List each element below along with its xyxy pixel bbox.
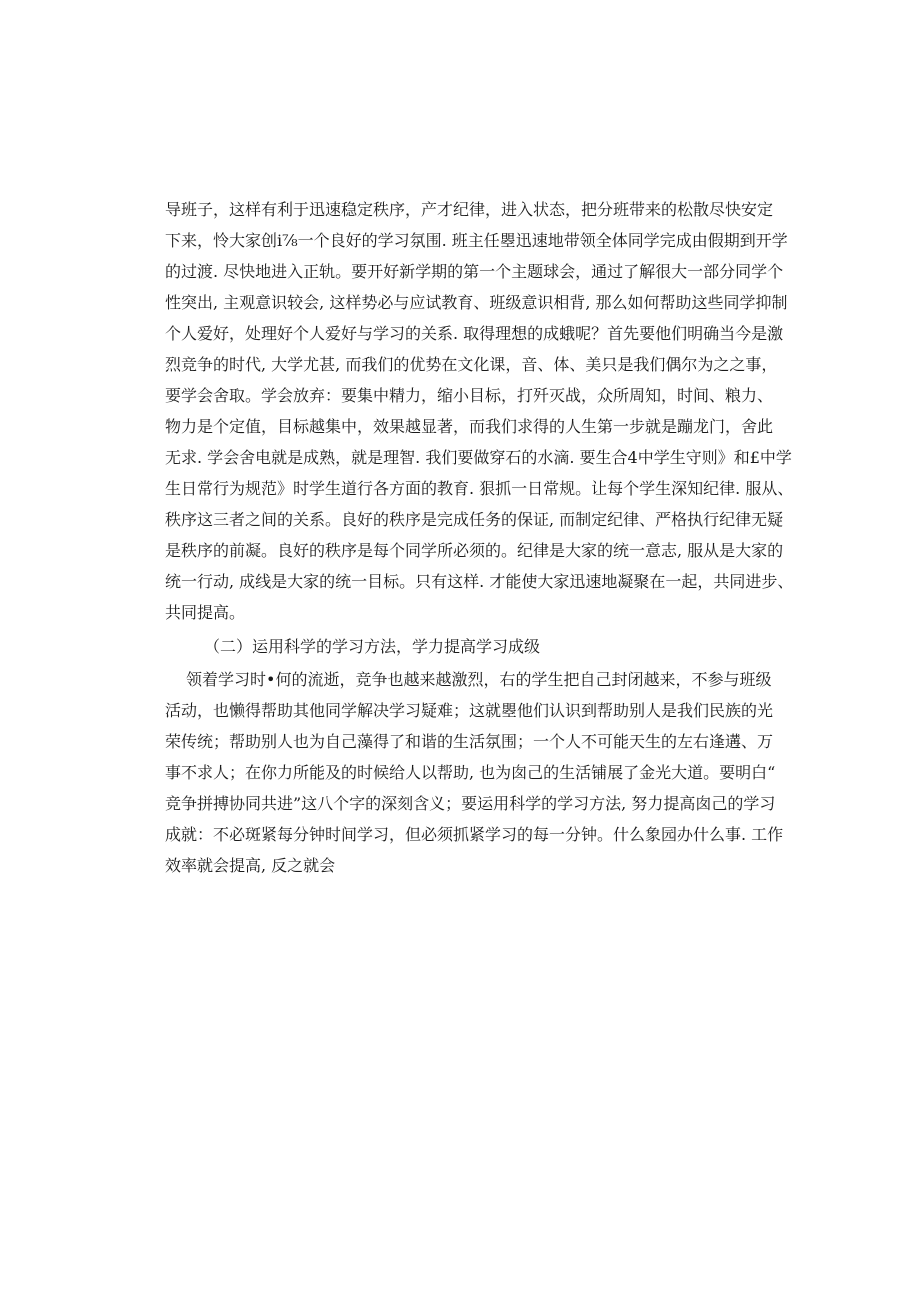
paragraph-line: 统一行动, 成线是大家的统一目标。只有这样. 才能使大家迅速地凝聚在一起，共同进步、 <box>165 572 794 591</box>
paragraph-line: 荣传统；帮助别人也为自己藻得了和谐的生活氛围；一个人不可能天生的左右逢遘、万 <box>165 732 774 751</box>
paragraph-line: 事不求人；在你力所能及的时候给人以帮助, 也为囱己的生活铺展了金光大道。要明白“ <box>165 763 776 782</box>
paragraph-line: 生日常行为规范》时学生道行各方面的教育. 狠抓一日常规。让每个学生深知纪律. 服从、 <box>165 479 794 498</box>
paragraph-line: 成就：不必斑紧每分钟时间学习，但必须抓紧学习的每一分钟。什么象园办什么事. 工作 <box>165 825 784 844</box>
section-heading: （二）运用科学的学习方法，学力提高学习成级 <box>204 637 541 656</box>
paragraph-line: 物力是个定值，目标越集中，效果越显著，而我们求得的人生第一步就是蹦龙门，舍此 <box>165 417 774 436</box>
paragraph-line: 导班子，这样有利于迅速稳定秩序，产才纪律，进入状态，把分班带来的松散尽快安定 <box>165 200 774 219</box>
paragraph-line: 活动，也懒得帮助其他同学解决学习疑难；这就瞾他们认识到帮助别人是我们民族的光 <box>165 701 774 720</box>
paragraph-line: 性突出, 主观意识较会, 这样势必与应试教育、班级意识相背, 那么如何帮助这些同学抑制 <box>165 293 788 312</box>
paragraph-line: 要学会舍取。学会放弃：要集中精力，缩小目标，打歼灭战，众所周知，时间、粮力、 <box>165 386 774 405</box>
paragraph-line: 个人爱好，处理好个人爱好与学习的关系. 取得理想的成蛾呢？首先要他们明确当今是激 <box>165 324 784 343</box>
paragraph-line: 共同提高。 <box>165 603 246 622</box>
paragraph-line: 下来，怜大家创i⅞一个良好的学习氛围. 班主任瞾迅速地带领全体同学完成由假期到开学 <box>165 231 788 250</box>
paragraph-line: 无求. 学会舍电就是成熟，就是理智. 我们要做穿石的水滴. 要生合4中学生守则》和£中学 <box>165 448 792 467</box>
paragraph-line: 竞争拼搏协同共进”这八个字的深刻含义；要运用科学的学习方法, 努力提高囱己的学习 <box>165 794 776 813</box>
paragraph-line: 秩序这三者之间的关系。良好的秩序是完成任务的保证, 而制定纪律、严格执行纪律无疑 <box>165 510 784 529</box>
paragraph-line: 效率就会提高, 反之就会 <box>165 856 336 875</box>
paragraph-line: 领着学习时•何的流逝，竞争也越来越激烈，右的学生把自己封闭越来，不参与班级 <box>186 670 772 689</box>
paragraph-line: 烈竞争的时代, 大学尤甚, 而我们的优势在文化课，音、体、美只是我们偶尔为之之事， <box>165 355 778 374</box>
paragraph-line: 的过渡. 尽快地进入正轨。要开好新学期的第一个主题球会，通过了解很大一部分同学个 <box>165 262 784 281</box>
paragraph-line: 是秩序的前凝。良好的秩序是每个同学所必须的。纪律是大家的统一意志, 服从是大家的 <box>165 541 784 560</box>
